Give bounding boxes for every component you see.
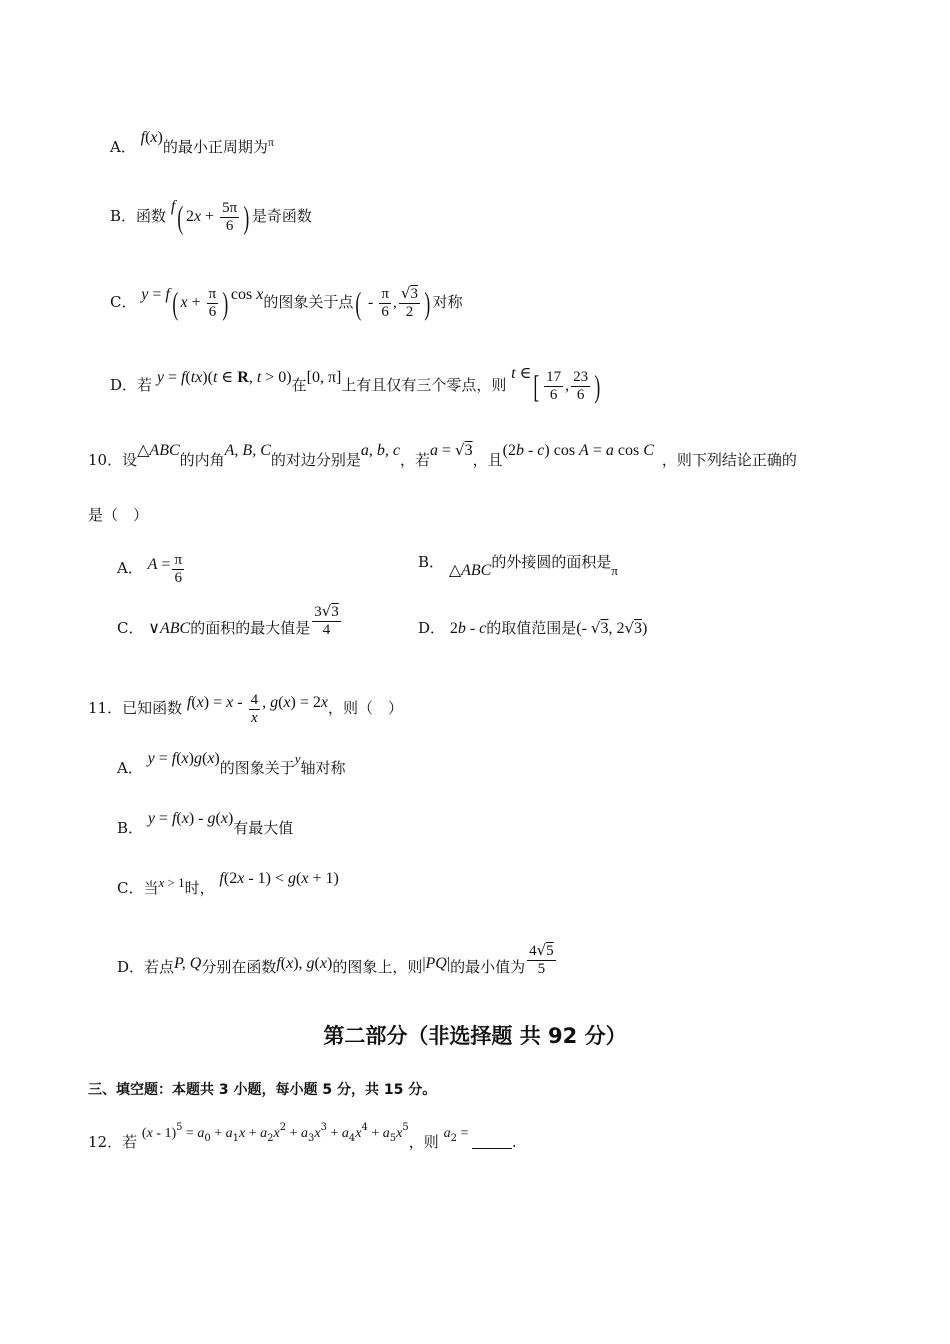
option-label: C． xyxy=(117,879,144,897)
q11-option-b: B． y = f(x) - g(x)有最大值 xyxy=(117,810,294,837)
option-label: B． xyxy=(110,207,137,225)
q11-stem: 11．已知函数 f(x) = x - $\frac{4}{x}$ , g(x) = 2x，则（ ） xyxy=(88,691,403,726)
option-text-post: 是奇函数 xyxy=(251,207,312,225)
option-text-mid2: 的图象上，则 xyxy=(332,958,423,976)
q10-stem: 10．设△ABC的内角A, B, C的对边分别是a, b, c，若a = √3，且(2b - c) cos A = a cos C，则下列结论正确的 xyxy=(88,441,797,469)
q10-option-b: B． △ABC的外接圆的面积是π xyxy=(418,553,618,579)
option-text-mid2: 上有且仅有三个零点，则 xyxy=(341,376,507,394)
option-label: A． xyxy=(110,138,136,156)
q10-text: ，且 xyxy=(472,451,503,469)
option-text: 轴对称 xyxy=(300,759,346,777)
q12-text: ，则 xyxy=(408,1133,439,1151)
q12-text: 若 xyxy=(122,1133,138,1151)
q11-option-d: D．若点P, Q分别在函数f(x), g(x)的图象上，则|PQ|的最小值为 $\frac{4√5}{5}$ xyxy=(117,941,554,977)
option-text-pre: 若点 xyxy=(144,958,175,976)
q10-option-c: C． ∨ABC的面积的最大值是 $\frac{3√3}{4}$ xyxy=(117,602,339,638)
option-label: C． xyxy=(110,293,137,311)
option-text-mid: 时， xyxy=(184,879,215,897)
q9-option-c: C． y = f( x + $\frac{\pi}{6}$ ) cos x的图象关于点( - $\frac{\pi}{6}$ , $\frac{√3}{2}$ ) 对称 xyxy=(110,284,463,321)
question-number: 11． xyxy=(88,699,123,717)
option-text: 的图象关于 xyxy=(219,759,295,777)
q11-text: 已知函数 xyxy=(122,699,183,717)
q10-option-d: D． 2b - c的取值范围是(- √3, 2√3) xyxy=(418,619,648,637)
math-expression: f xyxy=(170,198,176,215)
option-text: 的取值范围是 xyxy=(486,619,577,637)
option-text: 的最小正周期为 xyxy=(162,138,268,156)
q10-text: 设 xyxy=(122,451,138,469)
option-label: B． xyxy=(418,553,445,571)
option-label: D． xyxy=(110,376,138,394)
q12-text: . xyxy=(511,1133,517,1151)
q11-option-a: A． y = f(x)g(x)的图象关于y轴对称 xyxy=(117,750,346,777)
q10-option-a: A． A = $\frac{\pi}{6}$ xyxy=(117,551,183,586)
option-label: D． xyxy=(117,958,145,976)
q10-text: ，则下列结论正确的 xyxy=(661,451,797,469)
option-label: C． xyxy=(117,619,144,637)
q10-text: ，若 xyxy=(400,451,431,469)
question-number: 12． xyxy=(88,1133,123,1151)
q11-option-c: C．当x > 1时， f(2x - 1) < g(x + 1) xyxy=(117,870,339,897)
q10-text: 是（ ） xyxy=(88,506,149,524)
section-title: 第二部分（非选择题 共 92 分） xyxy=(323,1024,627,1048)
q10-text: 的对边分别是 xyxy=(270,451,361,469)
fill-in-heading: 三、填空题：本题共 3 小题，每小题 5 分，共 15 分。 xyxy=(88,1082,437,1098)
q11-text: ，则（ ） xyxy=(327,699,403,717)
option-text: 有最大值 xyxy=(233,819,294,837)
q10-stem-cont xyxy=(88,505,148,525)
option-text-mid1: 在 xyxy=(291,376,307,394)
q10-text: 的内角 xyxy=(179,451,225,469)
q9-option-a: A． f(x)的最小正周期为$^\pi$ xyxy=(110,129,274,156)
option-text-post: 对称 xyxy=(432,293,463,311)
question-number: 10． xyxy=(88,451,123,469)
option-text-pre: 若 xyxy=(137,376,153,394)
option-text-mid: 的图象关于点 xyxy=(263,293,354,311)
option-text-mid3: 的最小值为 xyxy=(450,958,526,976)
option-label: A． xyxy=(117,759,143,777)
option-label: A． xyxy=(117,559,143,577)
math-expression: f xyxy=(140,129,146,146)
option-label: D． xyxy=(418,619,446,637)
q9-option-d: D．若 y = f(tx)(t ∈ R, t > 0)在[0, π]上有且仅有三个零点，则 t ∈[ $\frac{17}{6}$ , $\frac{23}{6}$ ) xyxy=(110,365,601,404)
option-label: B． xyxy=(117,819,144,837)
answer-blank[interactable] xyxy=(472,1134,512,1149)
option-text: 的外接圆的面积是 xyxy=(491,553,612,571)
option-text-mid1: 分别在函数 xyxy=(201,958,277,976)
option-text: 的面积的最大值是 xyxy=(190,619,311,637)
q9-option-b: B．函数 f( 2x + $\frac{5\pi}{6}$ ) 是奇函数 xyxy=(110,198,312,235)
option-text-pre: 函数 xyxy=(136,207,167,225)
option-text-pre: 当 xyxy=(143,879,159,897)
q12-stem: 12．若 $(x - 1)^5 = a_0 + a_1x + a_2x^2 + a_3x^3 + a_4x^4 + a_5x^5$，则 $a_2$ = . xyxy=(88,1122,517,1151)
